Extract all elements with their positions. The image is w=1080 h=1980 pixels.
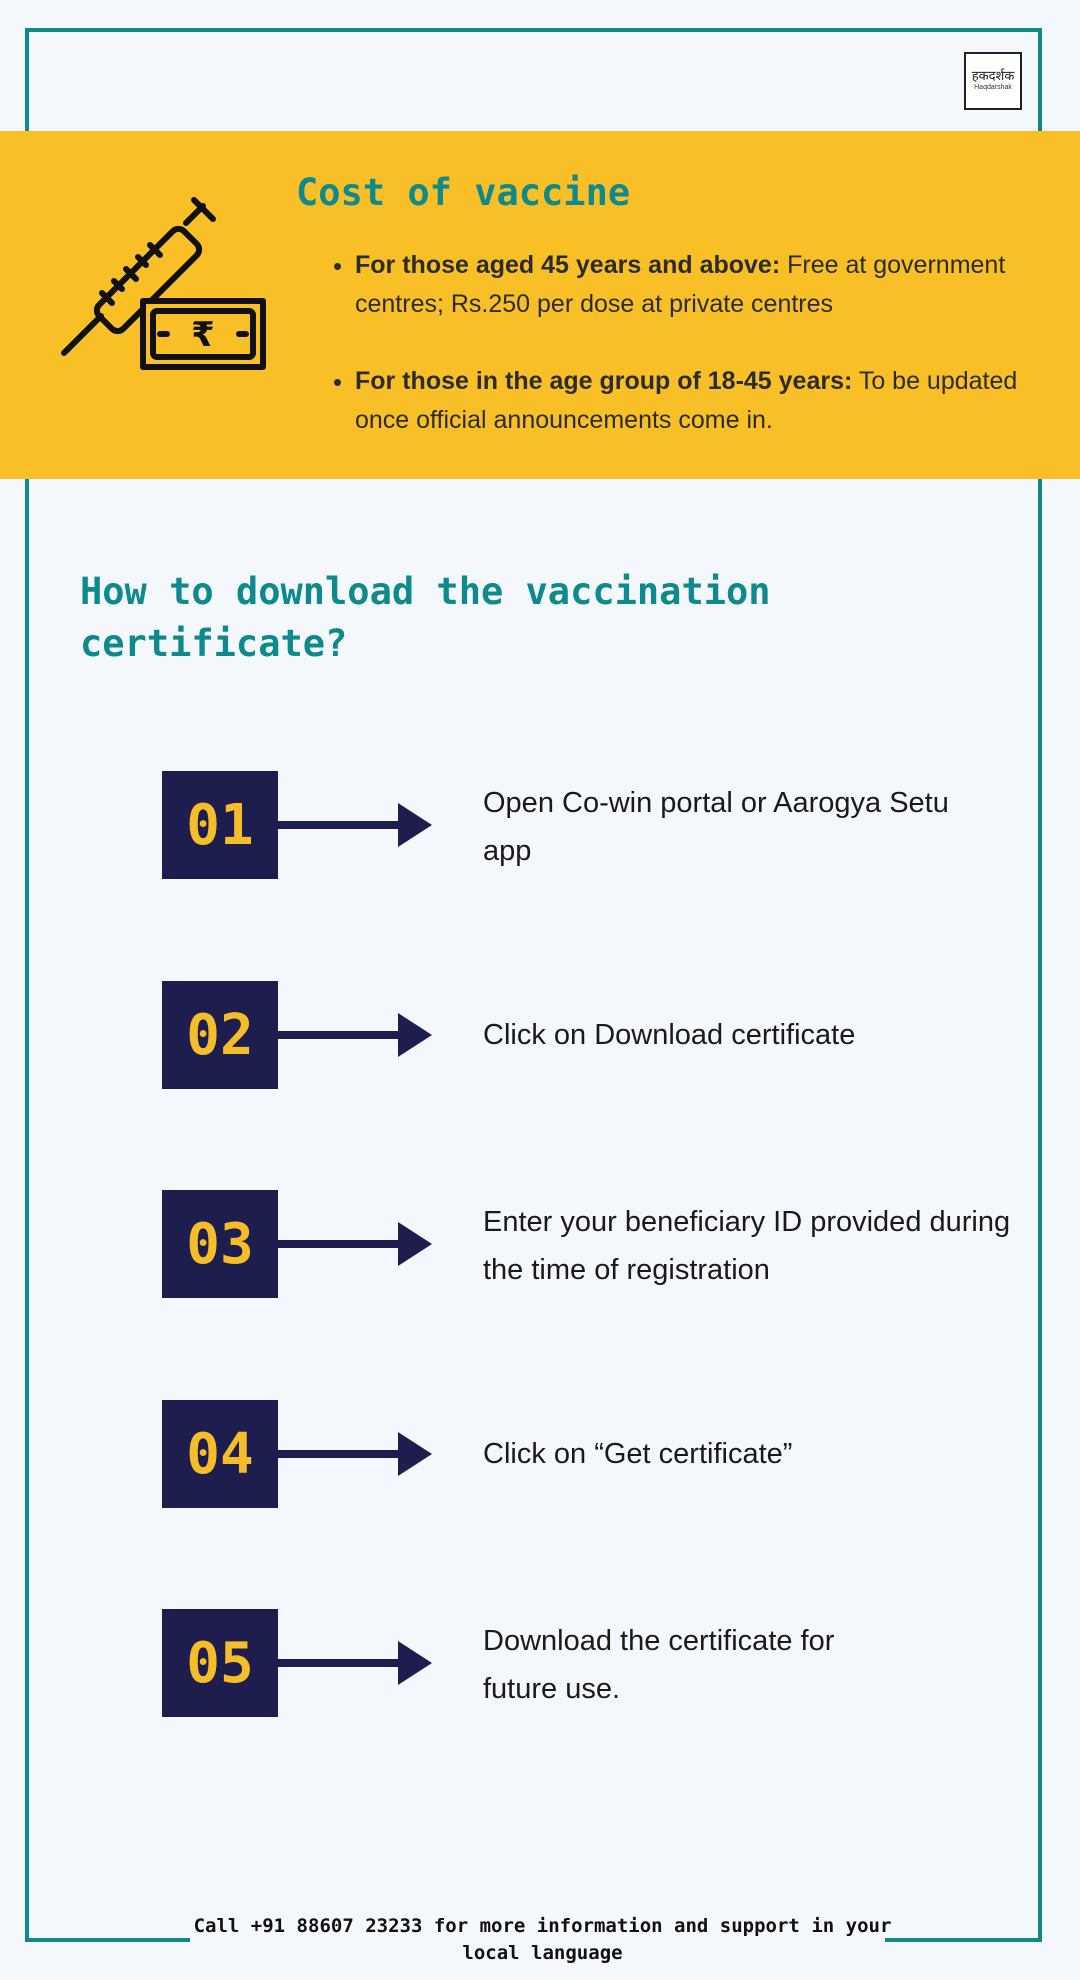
footer-helpline-text: Call +91 88607 23233 for more information and support in your local language (193, 1915, 892, 1964)
svg-text:₹: ₹ (191, 315, 215, 355)
step-number: 03 (162, 1190, 278, 1298)
arrow-right-icon (276, 1639, 432, 1687)
cost-item-label: For those aged 45 years and above: (355, 251, 781, 279)
step-01 (0, 771, 1080, 881)
cost-item-18-45 (355, 362, 1055, 440)
step-02 (0, 981, 1080, 1091)
cost-item-label: For those in the age group of 18-45 years: (355, 367, 853, 395)
step-text: Open Co-win portal or Aarogya Setu app (483, 787, 949, 867)
logo-hindi-text: हकदर्शक (971, 69, 1015, 84)
arrow-right-icon (276, 1430, 432, 1478)
cost-list (325, 246, 1055, 478)
step-number: 01 (162, 771, 278, 879)
step-03 (0, 1190, 1080, 1300)
syringe-and-rupee-note-icon (56, 193, 276, 413)
arrow-right-icon (276, 1011, 432, 1059)
cost-item-45-plus (355, 246, 1055, 324)
arrow-right-icon (276, 1220, 432, 1268)
logo-english-text: Haqdarshak (974, 84, 1012, 92)
step-text: Download the certificate for future use. (483, 1625, 835, 1705)
step-text: Click on “Get certificate” (483, 1438, 793, 1470)
step-number: 04 (162, 1400, 278, 1508)
haqdarshak-logo (964, 52, 1022, 110)
cost-title: Cost of vaccine (296, 171, 631, 214)
how-to-download-title: How to download the vaccination certificate? (80, 570, 771, 665)
step-04 (0, 1400, 1080, 1510)
step-number: 05 (162, 1609, 278, 1717)
cost-item-text: Free at government centres; Rs.250 per dose at private centres (355, 251, 1006, 318)
cost-of-vaccine-section (0, 131, 1080, 479)
step-text: Click on Download certificate (483, 1019, 856, 1051)
step-number: 02 (162, 981, 278, 1089)
cost-item-text: To be updated once official announcements come in. (355, 367, 1018, 434)
step-05 (0, 1609, 1080, 1719)
arrow-right-icon (276, 801, 432, 849)
step-text: Enter your beneficiary ID provided during the time of registration (483, 1206, 1011, 1286)
